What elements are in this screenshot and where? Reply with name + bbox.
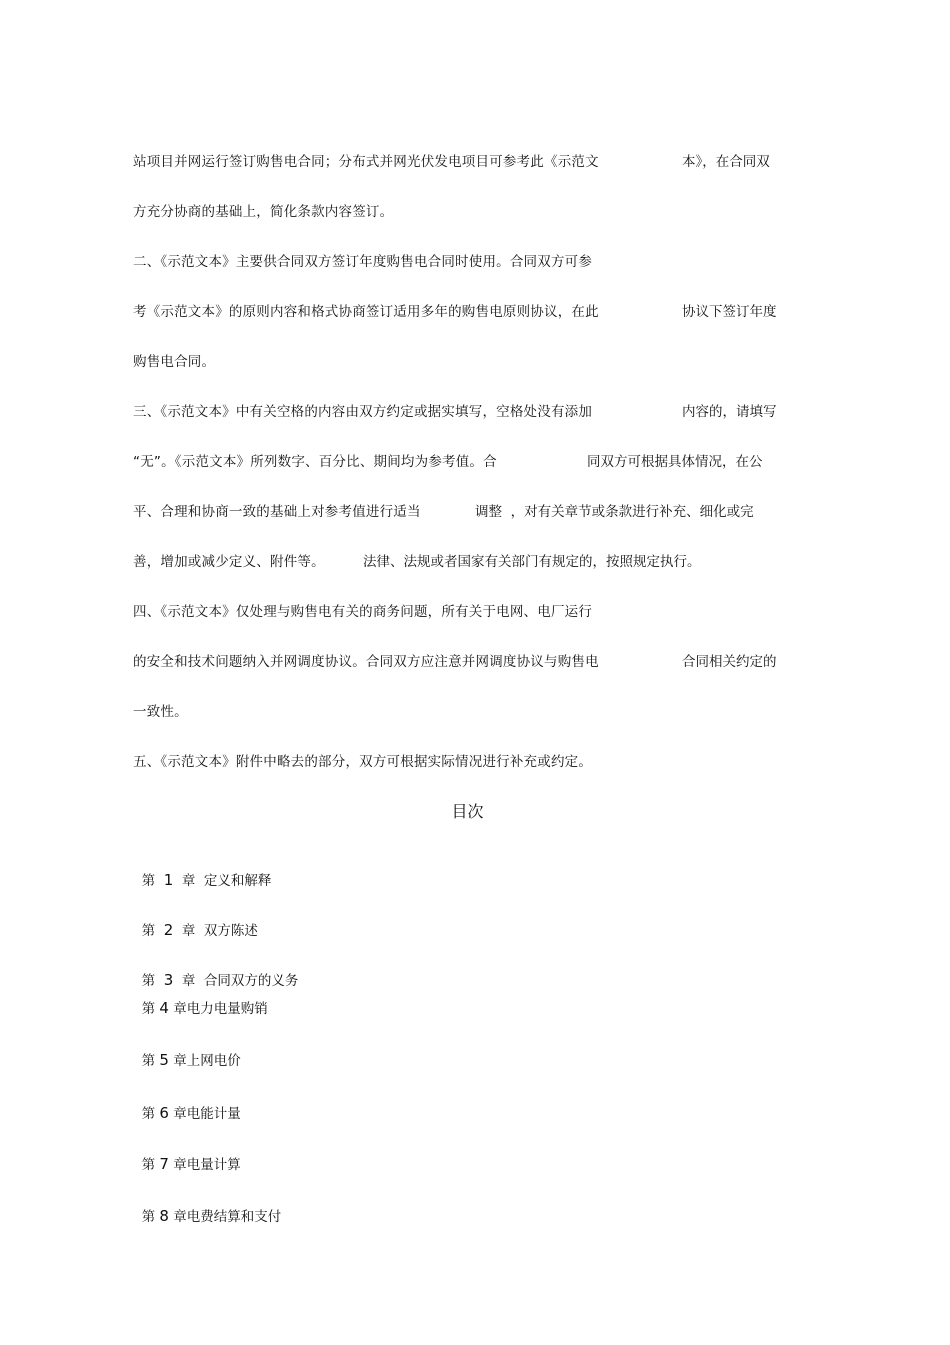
paragraph-text: 方充分协商的基础上，简化条款内容签订。 xyxy=(133,204,394,220)
paragraph-text: “无”。《示范文本》所列数字、百分比、期间均为参考值。合 xyxy=(133,454,497,470)
paragraph-text: 三、《示范文本》中有关空格的内容由双方约定或据实填写，空格处没有添加 xyxy=(133,404,593,420)
toc-item: 第 7 章电量计算 xyxy=(141,1155,241,1173)
paragraph-text: 站项目并网运行签订购售电合同；分布式并网光伏发电项目可参考此《示范文 xyxy=(133,154,599,170)
toc-item: 第 5 章上网电价 xyxy=(141,1051,241,1069)
paragraph-text: 内容的，请填写 xyxy=(682,404,777,420)
toc-item: 第 3 章 合同双方的义务 xyxy=(141,971,299,989)
paragraph-text: 协议下签订年度 xyxy=(682,304,777,320)
paragraph-text: 调整 ，对有关章节或条款进行补充、细化或完 xyxy=(475,504,754,520)
paragraph-text: 的安全和技术问题纳入并网调度协议。合同双方应注意并网调度协议与购售电 xyxy=(133,654,599,670)
paragraph-text: 法律、法规或者国家有关部门有规定的，按照规定执行。 xyxy=(363,554,701,570)
paragraph-text: 五、《示范文本》附件中略去的部分，双方可根据实际情况进行补充或约定。 xyxy=(133,754,593,770)
paragraph-text: 平、合理和协商一致的基础上对参考值进行适当 xyxy=(133,504,421,520)
paragraph-text: 购售电合同。 xyxy=(133,354,216,370)
paragraph-text: 善，增加或减少定义、附件等。 xyxy=(133,554,325,570)
paragraph-text: 一致性。 xyxy=(133,704,188,720)
paragraph-text: 四、《示范文本》仅处理与购售电有关的商务问题，所有关于电网、电厂运行 xyxy=(133,604,593,620)
paragraph-text: 考《示范文本》的原则内容和格式协商签订适用多年的购售电原则协议，在此 xyxy=(133,304,599,320)
toc-item: 第 4 章电力电量购销 xyxy=(141,999,268,1017)
paragraph-text: 二、《示范文本》主要供合同双方签订年度购售电合同时使用。合同双方可参 xyxy=(133,254,593,270)
toc-title: 目次 xyxy=(451,802,484,821)
paragraph-text: 合同相关约定的 xyxy=(682,654,777,670)
paragraph-text: 同双方可根据具体情况，在公 xyxy=(587,454,763,470)
toc-item: 第 8 章电费结算和支付 xyxy=(141,1207,282,1225)
toc-item: 第 6 章电能计量 xyxy=(141,1104,241,1122)
toc-item: 第 1 章 定义和解释 xyxy=(141,871,272,889)
toc-item: 第 2 章 双方陈述 xyxy=(141,921,258,939)
paragraph-text: 本》，在合同双 xyxy=(682,154,770,170)
